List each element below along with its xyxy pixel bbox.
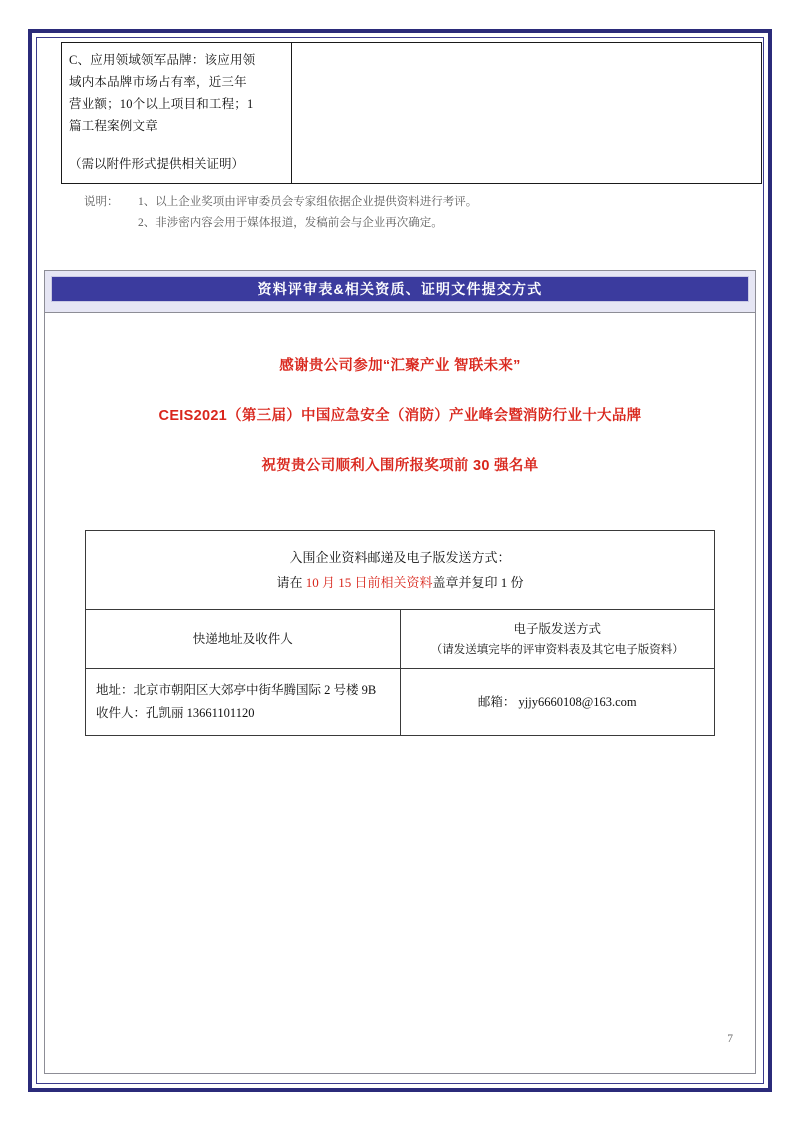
criterion-line-3: 营业额；10个以上项目和工程；1 bbox=[69, 97, 254, 111]
submission-table-wrapper bbox=[85, 478, 715, 736]
table-row bbox=[86, 669, 715, 736]
criterion-attachment-note: （需以附件形式提供相关证明） bbox=[69, 157, 245, 171]
note-row-1 bbox=[84, 192, 756, 213]
section-banner-title: 资料评审表&相关资质、证明文件提交方式 bbox=[51, 276, 749, 302]
address-line: 地址：北京市朝阳区大郊亭中街华腾国际 2 号楼 9B bbox=[96, 683, 377, 697]
page-number: 7 bbox=[727, 1033, 733, 1045]
notes-label: 说明： bbox=[84, 196, 119, 208]
column-header-digital-label: 电子版发送方式 bbox=[513, 621, 601, 636]
submission-section-table bbox=[44, 270, 756, 1074]
submission-details-table bbox=[85, 530, 715, 736]
banner-cell bbox=[45, 271, 756, 313]
email-cell bbox=[400, 669, 715, 736]
headline-event: CEIS2021（第三届）中国应急安全（消防）产业峰会暨消防行业十大品牌 bbox=[158, 408, 642, 424]
section-content-cell bbox=[45, 313, 756, 1074]
column-header-digital bbox=[400, 610, 715, 669]
table-header-row bbox=[86, 610, 715, 669]
table-row bbox=[86, 531, 715, 610]
submission-header-line1: 入围企业资料邮递及电子版发送方式： bbox=[289, 550, 511, 565]
criteria-table bbox=[61, 42, 762, 184]
express-address-cell bbox=[86, 669, 401, 736]
note-row-2 bbox=[84, 213, 756, 234]
criterion-line-4: 篇工程案例文章 bbox=[69, 119, 158, 133]
email-line: 邮箱： yjjy6660108@163.com bbox=[477, 694, 637, 709]
criterion-blank-cell[interactable] bbox=[292, 43, 762, 184]
column-header-express-label: 快递地址及收件人 bbox=[192, 631, 293, 646]
deadline-date: 10 月 15 日前相关资料 bbox=[305, 575, 433, 590]
column-header-express bbox=[86, 610, 401, 669]
recipient-line: 收件人：孔凯丽 13661101120 bbox=[96, 706, 255, 720]
deadline-suffix: 盖章并复印 1 份 bbox=[432, 575, 524, 590]
submission-header-cell bbox=[86, 531, 715, 610]
table-row bbox=[62, 43, 762, 184]
note-item-2: 2、非涉密内容会用于媒体报道，发稿前会与企业再次确定。 bbox=[138, 217, 443, 229]
column-header-digital-sublabel: （请发送填完毕的评审资料表及其它电子版资料） bbox=[430, 643, 684, 656]
deadline-prefix: 请在 bbox=[276, 575, 306, 590]
note-item-1: 1、以上企业奖项由评审委员会专家组依据企业提供资料进行考评。 bbox=[138, 196, 478, 208]
criterion-line-2: 域内本品牌市场占有率，近三年 bbox=[69, 75, 247, 89]
notes-label-spacer bbox=[84, 213, 138, 234]
page-content bbox=[44, 37, 756, 1087]
criterion-line-1: C、应用领域领军品牌：该应用领 bbox=[69, 53, 256, 67]
notes-block bbox=[84, 192, 756, 234]
submission-header-line2 bbox=[94, 570, 706, 595]
headline-congrats: 祝贺贵公司顺利入围所报奖项前 30 强名单 bbox=[261, 458, 539, 474]
criterion-cell bbox=[62, 43, 292, 184]
banner-row bbox=[45, 271, 756, 313]
headline-thanks: 感谢贵公司参加“汇聚产业 智联未来” bbox=[279, 358, 521, 374]
headline-block bbox=[45, 313, 755, 478]
content-row bbox=[45, 313, 756, 1074]
